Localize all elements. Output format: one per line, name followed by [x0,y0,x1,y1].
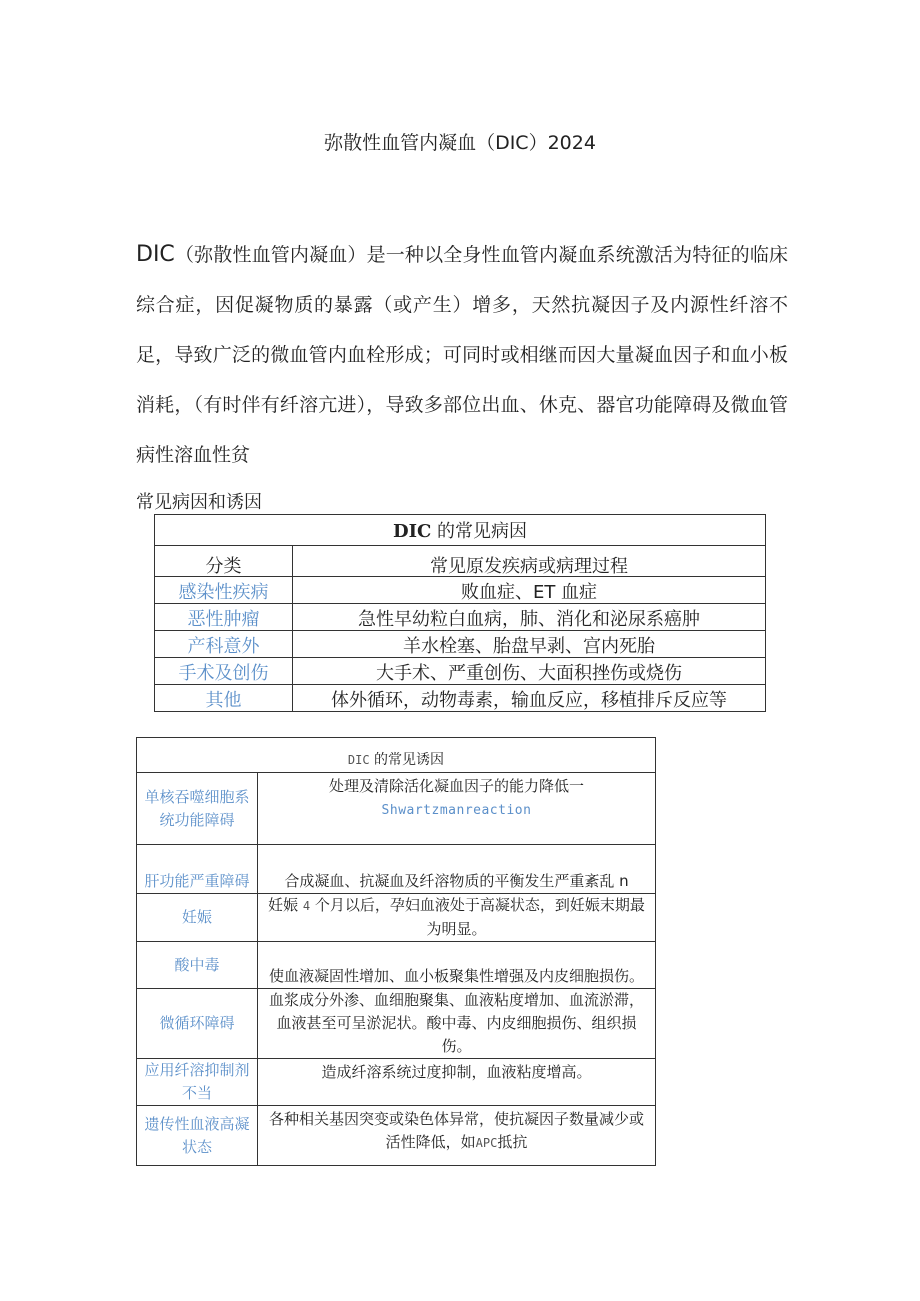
triggers-detail: 造成纤溶系统过度抑制，血液粘度增高。 [258,1059,656,1106]
table-row [137,1106,656,1166]
triggers-category: 单核吞噬细胞系统功能障碍 [137,773,258,845]
triggers-detail: 各种相关基因突变或染色体异常，使抗凝因子数量减少或活性降低，如APC抵抗 [258,1106,656,1166]
intro-body: （弥散性血管内凝血）是一种以全身性血管内凝血系统激活为特征的临床综合症，因促凝物质的暴露（或产生）增多，天然抗凝因子及内源性纤溶不足，导致广泛的微血管内血栓形成；可同时或相继而因大量凝血因子和血小板消耗，（有时伴有纤溶亢进），导致多部位出血、休克、器官功能障碍及微血管病性溶血性贫 [136,244,788,466]
table-row [155,658,766,685]
causes-header-detail: 常见原发疾病或病理过程 [293,546,766,577]
triggers-category: 肝功能严重障碍 [137,845,258,894]
causes-detail: 大手术、严重创伤、大面积挫伤或烧伤 [293,658,766,685]
table-row [137,989,656,1059]
table-row [137,773,656,845]
table-row [137,942,656,989]
intro-lead: DIC [136,242,175,267]
triggers-category: 酸中毒 [137,942,258,989]
triggers-category: 妊娠 [137,894,258,942]
causes-category: 恶性肿瘤 [155,604,293,631]
table-row [137,894,656,942]
section-heading: 常见病因和诱因 [136,492,262,513]
table-row [137,1059,656,1106]
table-row [155,631,766,658]
table-row [137,845,656,894]
causes-category: 手术及创伤 [155,658,293,685]
table-row [155,685,766,712]
causes-detail: 羊水栓塞、胎盘早剥、宫内死胎 [293,631,766,658]
triggers-category: 应用纤溶抑制剂不当 [137,1059,258,1106]
causes-category: 感染性疾病 [155,577,293,604]
triggers-category: 遗传性血液高凝状态 [137,1106,258,1166]
causes-table [154,514,766,712]
causes-detail: 败血症、ET 血症 [293,577,766,604]
table-row [155,577,766,604]
triggers-category: 微循环障碍 [137,989,258,1059]
triggers-table [136,737,656,1166]
causes-detail: 急性早幼粒白血病，肺、消化和泌尿系癌肿 [293,604,766,631]
triggers-detail: 合成凝血、抗凝血及纤溶物质的平衡发生严重紊乱 n [258,845,656,894]
causes-table-caption: DIC 的常见病因 [155,515,766,546]
causes-category: 其他 [155,685,293,712]
triggers-table-caption: DIC 的常见诱因 [137,738,656,773]
causes-category: 产科意外 [155,631,293,658]
table-row [155,604,766,631]
triggers-detail: 血浆成分外渗、血细胞聚集、血液粘度增加、血流淤滞，血液甚至可呈淤泥状。酸中毒、内皮细胞损伤、组织损伤。 [258,989,656,1059]
causes-header-category: 分类 [155,546,293,577]
causes-detail: 体外循环，动物毒素，输血反应，移植排斥反应等 [293,685,766,712]
triggers-detail: 妊娠 4 个月以后，孕妇血液处于高凝状态，到妊娠末期最为明显。 [258,894,656,942]
triggers-detail: 使血液凝固性增加、血小板聚集性增强及内皮细胞损伤。 [258,942,656,989]
page-title: 弥散性血管内凝血（DIC）2024 [324,132,596,154]
triggers-detail: 处理及清除活化凝血因子的能力降低一 Shwartzmanreaction [258,773,656,845]
intro-paragraph [136,230,788,480]
